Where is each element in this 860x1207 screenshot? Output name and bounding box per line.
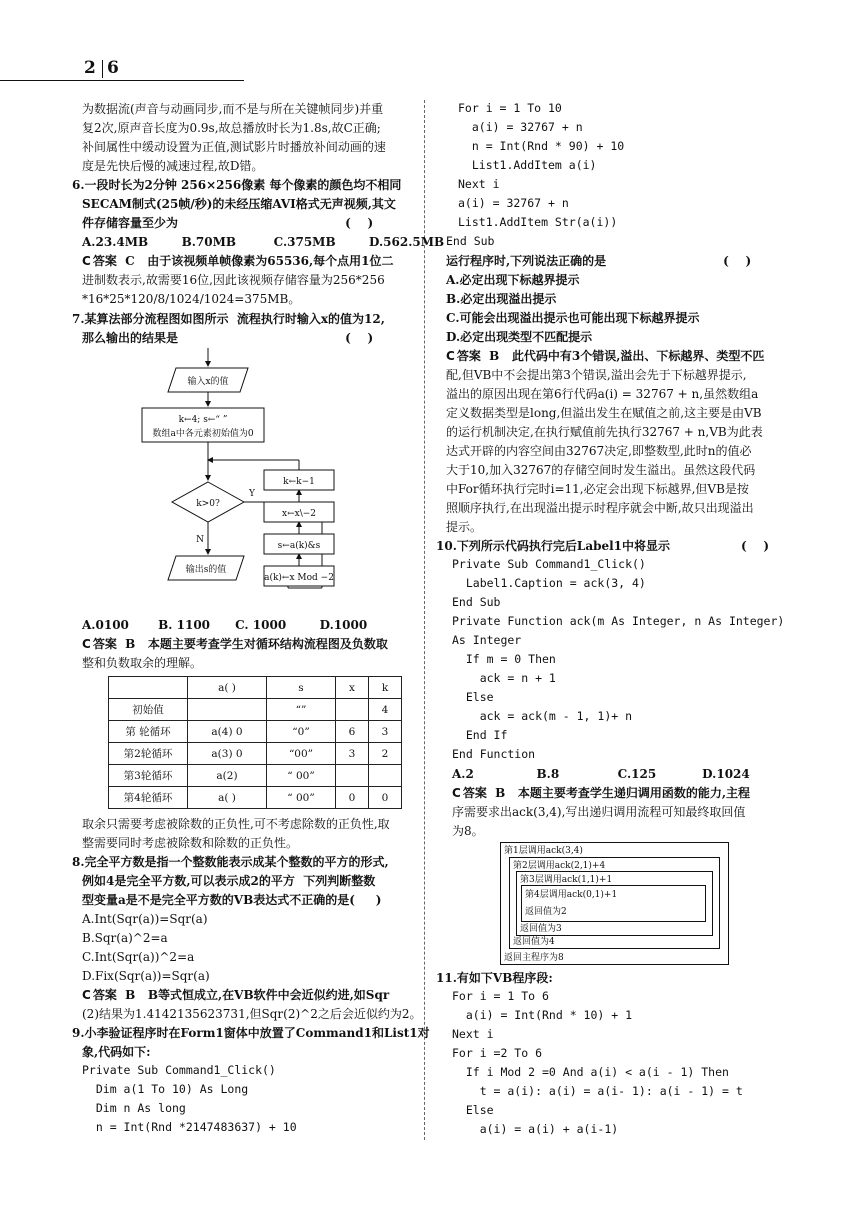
text-line: 的运行机制决定,在执行赋值前先执行32767 + n,VB为此表 <box>446 425 763 439</box>
table-cell: 0 <box>369 787 402 809</box>
code-line: Private Sub Command1_Click() <box>82 1063 276 1077</box>
text-line: B.Sqr(a)^2=a <box>82 931 168 945</box>
table-cell <box>336 765 369 787</box>
text-line: 配,但VB中不会提出第3个错误,溢出会先于下标越界提示, <box>446 368 747 382</box>
text-line: 8.完全平方数是指一个整数能表示成某个整数的平方的形式, <box>72 855 389 869</box>
table-cell <box>369 765 402 787</box>
page-number-separator <box>102 60 103 78</box>
table-cell: “0” <box>267 721 336 743</box>
text-line: 9.小李验证程序时在Form1窗体中放置了Command1和List1对 <box>72 1026 430 1040</box>
code-line: For i =2 To 6 <box>452 1046 543 1060</box>
table-cell: a( ) <box>188 787 267 809</box>
recursion-level-2: 第2层调用ack(2,1)+4 <box>513 861 606 871</box>
text-line: 提示。 <box>446 520 483 534</box>
text-line: *16*25*120/8/1024/1024=375MB。 <box>82 292 301 306</box>
text-line: A.Int(Sqr(a))=Sqr(a) <box>82 912 208 926</box>
code-line: If i Mod 2 =0 And a(i) < a(i - 1) Then <box>452 1065 729 1079</box>
flow-init-1: k←4; s←“ ” <box>178 415 228 425</box>
text-line: 整需要同时考虑被除数和除数的正负性。 <box>82 836 299 850</box>
flow-yes: Y <box>249 489 255 499</box>
text-line: 整和负数取余的理解。 <box>82 656 203 670</box>
table-cell: 第 轮循环 <box>109 721 188 743</box>
text-line: 为数据流(声音与动画同步,而不是与所在关键帧同步)并重 <box>82 102 384 116</box>
table-cell: 3 <box>369 721 402 743</box>
text-line: 11.有如下VB程序段: <box>436 971 553 985</box>
text-line: 照顺序执行,在出现溢出提示时程序就会中断,故只出现溢出 <box>446 501 754 515</box>
flow-step-1: k←k−1 <box>283 477 315 487</box>
answer-line: C 答案 B B等式恒成立,在VB软件中会近似约进,如Sqr <box>82 989 389 1001</box>
code-line: a(i) = a(i) + a(i-1) <box>452 1122 619 1136</box>
page-number-left: 2 <box>84 58 96 78</box>
flow-step-4: a(k)←x Mod −2 <box>264 573 334 583</box>
text-line: 那么输出的结果是 ( ) <box>82 331 374 345</box>
text-line: 件存储容量至少为 ( ) <box>82 216 374 230</box>
table-cell: a(3) 0 <box>188 743 267 765</box>
text-line: 复2次,原声音长度为0.9s,故总播放时长为1.8s,故C正确; <box>82 121 381 135</box>
text-line: D.必定出现类型不匹配提示 <box>446 330 593 344</box>
recursion-level-1: 第1层调用ack(3,4) <box>504 846 583 856</box>
recursion-level-4: 第4层调用ack(0,1)+1 <box>525 890 618 900</box>
table-cell: a(4) 0 <box>188 721 267 743</box>
table-header: k <box>369 677 402 699</box>
flow-step-2: x←x\−2 <box>282 509 316 519</box>
code-line: a(i) = Int(Rnd * 10) + 1 <box>452 1008 633 1022</box>
code-line: Next i <box>452 1027 494 1041</box>
table-cell: 0 <box>336 787 369 809</box>
flow-condition: k>0? <box>196 499 220 509</box>
text-line: B.必定出现溢出提示 <box>446 292 557 306</box>
code-line: a(i) = 32767 + n <box>458 120 583 134</box>
table-cell: 4 <box>369 699 402 721</box>
header-rule <box>0 80 244 81</box>
code-line: n = Int(Rnd * 90) + 10 <box>458 139 625 153</box>
text-line: (2)结果为1.4142135623731,但Sqr(2)^2之后会近似约为2。 <box>82 1007 422 1021</box>
table-cell: 3 <box>336 743 369 765</box>
recursion-level-3: 第3层调用ack(1,1)+1 <box>520 875 613 885</box>
table-row <box>109 721 402 743</box>
table-row <box>109 765 402 787</box>
code-line: End Sub <box>446 234 495 248</box>
code-line: End If <box>452 728 508 742</box>
table-row <box>109 699 402 721</box>
answer-line: C 答案 C 由于该视频单帧像素为65536,每个点用1位二 <box>82 255 394 267</box>
text-line: 运行程序时,下列说法正确的是 ( ) <box>446 254 752 268</box>
text-line: C.Int(Sqr(a))^2=a <box>82 950 195 964</box>
table-header: s <box>267 677 336 699</box>
text-line: 7.某算法部分流程图如图所示 流程执行时输入x的值为12, <box>72 312 385 326</box>
text-line: A.0100 B. 1100 C. 1000 D.1000 <box>82 618 368 632</box>
table-cell <box>188 699 267 721</box>
table-row <box>109 743 402 765</box>
column-divider <box>424 100 425 1140</box>
text-line: A.必定出现下标越界提示 <box>446 273 580 287</box>
recursion-return-1: 返回主程序为8 <box>504 953 564 963</box>
text-line: 为8。 <box>452 824 484 838</box>
code-line: For i = 1 To 6 <box>452 989 549 1003</box>
code-line: End Function <box>452 747 536 761</box>
recursion-diagram <box>500 842 730 966</box>
recursion-return-4: 返回值为2 <box>525 907 567 917</box>
text-line: 型变量a是不是完全平方数的VB表达式不正确的是( ) <box>82 893 382 907</box>
text-line: 象,代码如下: <box>82 1045 151 1059</box>
flow-init-2: 数组a中各元素初始值为0 <box>152 429 254 439</box>
table-cell: 第2轮循环 <box>109 743 188 765</box>
table-header <box>109 677 188 699</box>
answer-line: C 答案 B 本题主要考查学生递归调用函数的能力,主程 <box>452 787 750 799</box>
text-line: D.Fix(Sqr(a))=Sqr(a) <box>82 969 210 983</box>
page-number-right: 6 <box>107 58 119 78</box>
table-cell <box>336 699 369 721</box>
code-line: Label1.Caption = ack(3, 4) <box>452 576 646 590</box>
text-line: 补间属性中缓动设置为正值,测试影片时播放补间动画的速 <box>82 140 386 154</box>
trace-table <box>108 676 402 809</box>
table-cell: 第3轮循环 <box>109 765 188 787</box>
code-line: ack = n + 1 <box>452 671 556 685</box>
text-line: 大于10,加入32767的存储空间时发生溢出。虽然这段代码 <box>446 463 756 477</box>
code-line: Else <box>452 1103 494 1117</box>
code-line: ack = ack(m - 1, 1)+ n <box>452 709 633 723</box>
answer-line: C 答案 B 此代码中有3个错误,溢出、下标越界、类型不匹 <box>446 350 764 362</box>
table-cell: “00” <box>267 743 336 765</box>
text-line: 中For循环执行完时i=11,必定会出现下标越界,但VB是按 <box>446 482 749 496</box>
recursion-return-2: 返回值为4 <box>513 937 555 947</box>
answer-line: C 答案 B 本题主要考查学生对循环结构流程图及负数取 <box>82 638 388 650</box>
table-row <box>109 787 402 809</box>
code-line: n = Int(Rnd *2147483637) + 10 <box>82 1120 297 1134</box>
text-line: 6.一段时长为2分钟 256×256像素 每个像素的颜色均不相同 <box>72 178 402 192</box>
text-line: A.2 B.8 C.125 D.1024 <box>452 767 750 781</box>
table-cell: “ 00” <box>267 787 336 809</box>
table-cell: 2 <box>369 743 402 765</box>
code-line: a(i) = 32767 + n <box>458 196 569 210</box>
code-line: As Integer <box>452 633 522 647</box>
table-cell: “ 00” <box>267 765 336 787</box>
flow-no: N <box>196 535 204 545</box>
code-line: Private Sub Command1_Click() <box>452 557 646 571</box>
text-line: A.23.4MB B.70MB C.375MB D.562.5MB <box>82 235 445 249</box>
text-line: 度是先快后慢的减速过程,故D错。 <box>82 159 264 173</box>
text-line: 取余只需要考虑被除数的正负性,可不考虑除数的正负性,取 <box>82 817 390 831</box>
text-line: 达式开辟的内容空间由32767决定,即整数型,此时n的值必 <box>446 444 752 458</box>
code-line: If m = 0 Then <box>452 652 556 666</box>
table-cell: “” <box>267 699 336 721</box>
text-line: 定义数据类型是long,但溢出发生在赋值之前,这主要是由VB <box>446 406 762 420</box>
text-line: 进制数表示,故需要16位,因此该视频存储容量为256*256 <box>82 273 385 287</box>
flow-step-3: s←a(k)&s <box>277 541 321 551</box>
recursion-return-3: 返回值为3 <box>520 924 562 934</box>
table-header-row <box>109 677 402 699</box>
table-cell: a(2) <box>188 765 267 787</box>
code-line: Next i <box>458 177 500 191</box>
code-line: Else <box>452 690 494 704</box>
code-line: For i = 1 To 10 <box>458 101 562 115</box>
table-cell: 第4轮循环 <box>109 787 188 809</box>
code-line: t = a(i): a(i) = a(i- 1): a(i - 1) = t <box>452 1084 743 1098</box>
text-line: 例如4是完全平方数,可以表示成2的平方 下列判断整数 <box>82 874 376 888</box>
code-line: List1.AddItem Str(a(i)) <box>458 215 618 229</box>
table-cell: 初始值 <box>109 699 188 721</box>
flow-output: 输出s的值 <box>185 565 227 575</box>
table-header: a( ) <box>188 677 267 699</box>
text-line: 10.下列所示代码执行完后Label1中将显示 ( ) <box>436 539 770 553</box>
code-line: Private Function ack(m As Integer, n As Integer) <box>452 614 785 628</box>
text-line: C.可能会出现溢出提示也可能出现下标越界提示 <box>446 311 700 325</box>
code-line: List1.AddItem a(i) <box>458 158 597 172</box>
flow-input: 输入x的值 <box>187 377 229 387</box>
code-line: Dim a(1 To 10) As Long <box>82 1082 249 1096</box>
code-line: Dim n As long <box>82 1101 186 1115</box>
code-line: End Sub <box>452 595 501 609</box>
text-line: 溢出的原因出现在第6行代码a(i) = 32767 + n,虽然数组a <box>446 387 759 401</box>
table-header: x <box>336 677 369 699</box>
text-line: SECAM制式(25帧/秒)的未经压缩AVI格式无声视频,其文 <box>82 197 396 211</box>
text-line: 序需要求出ack(3,4),写出递归调用流程可知最终取回值 <box>452 805 746 819</box>
table-cell: 6 <box>336 721 369 743</box>
flowchart <box>136 348 352 608</box>
